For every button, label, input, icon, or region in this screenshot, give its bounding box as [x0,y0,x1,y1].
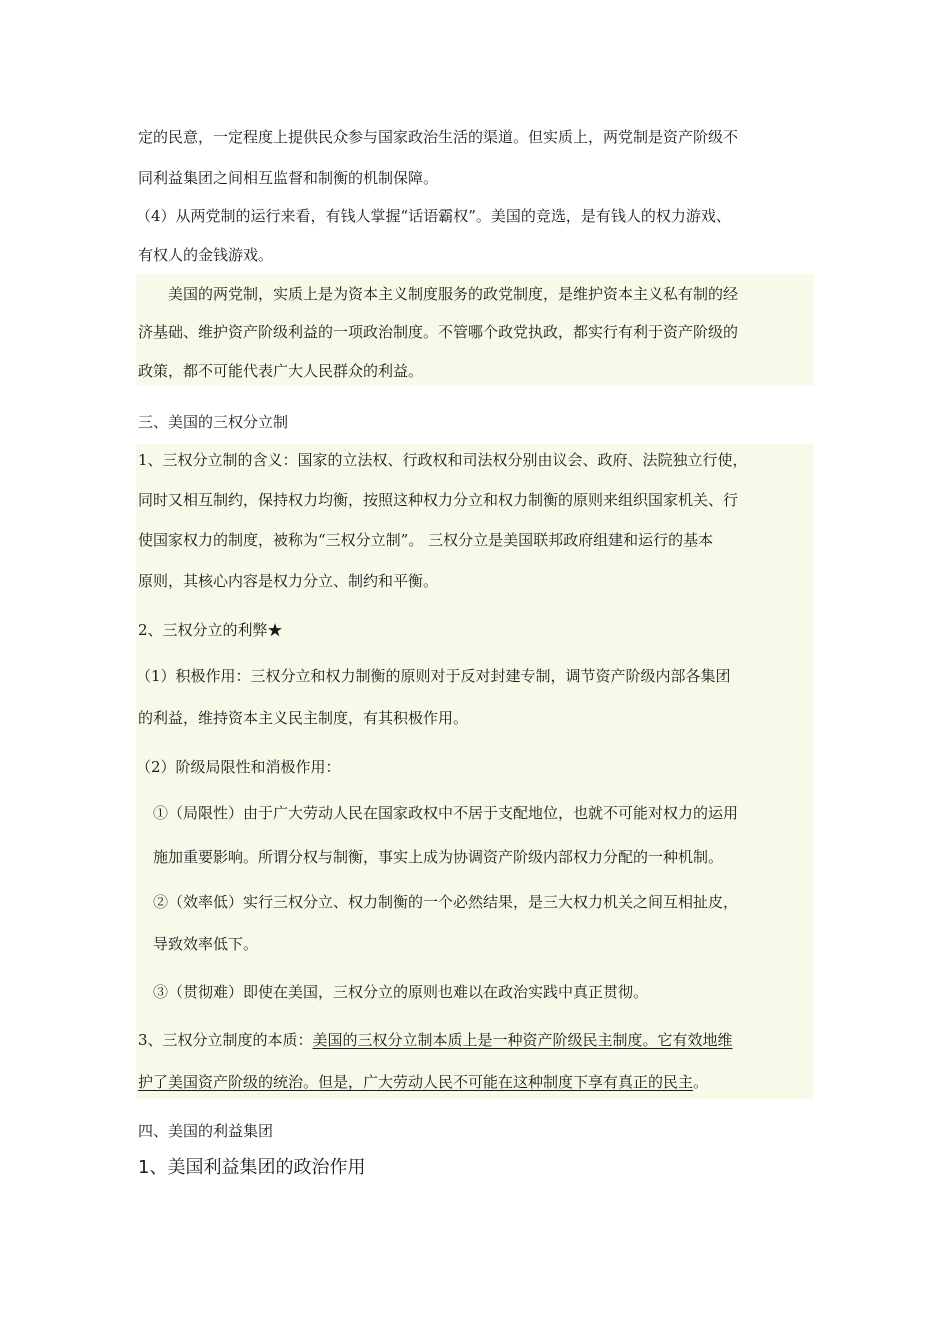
essence-label: 3、三权分立制度的本质： [138,1031,313,1049]
limitation-item: ①（局限性）由于广大劳动人民在国家政权中不居于支配地位，也就不可能对权力的运用 [153,804,739,822]
limitation-item: ③（贯彻难）即使在美国，三权分立的原则也难以在政治实践中真正贯彻。 [153,983,649,1001]
essence-end: 。 [693,1073,709,1091]
section4-subheading: 1、美国利益集团的政治作用 [138,1157,366,1178]
body-line: 同利益集团之间相互监督和制衡的机制保障。 [138,169,439,187]
definition-line: 1、三权分立制的含义：国家的立法权、行政权和司法权分别由议会、政府、法院独立行使， [138,451,748,469]
definition-line: 使国家权力的制度，被称为“三权分立制”。 三权分立是美国联邦政府组建和运行的基本 [138,531,714,549]
section3-heading: 三、美国的三权分立制 [138,413,289,431]
summary-line: 济基础、维护资产阶级利益的一项政治制度。不管哪个政党执政，都实行有利于资产阶级的 [138,323,739,341]
definition-line: 原则，其核心内容是权力分立、制约和平衡。 [138,572,439,590]
body-line: （4）从两党制的运行来看，有钱人掌握“话语霸权”。美国的竞选，是有钱人的权力游戏、 [136,207,731,225]
essence-line-2 [138,1072,708,1092]
section4-heading: 四、美国的利益集团 [138,1122,274,1140]
essence-underlined: 美国的三权分立制本质上是一种资产阶级民主制度。它有效地维 [312,1031,733,1049]
essence-line-1 [138,1030,733,1050]
limitation-item: ②（效率低）实行三权分立、权力制衡的一个必然结果，是三大权力机关之间互相扯皮， [153,893,739,911]
negative-heading: （2）阶级局限性和消极作用： [136,758,341,776]
positive-line: （1）积极作用：三权分立和权力制衡的原则对于反对封建专制，调节资产阶级内部各集团 [136,667,731,685]
limitation-item: 导致效率低下。 [153,935,259,953]
summary-line: 政策，都不可能代表广大人民群众的利益。 [138,362,424,380]
body-line: 有权人的金钱游戏。 [138,246,274,264]
limitation-item: 施加重要影响。所谓分权与制衡，事实上成为协调资产阶级内部权力分配的一种机制。 [153,848,724,866]
pros-cons-heading: 2、三权分立的利弊★ [138,621,283,639]
positive-line: 的利益，维持资本主义民主制度，有其积极作用。 [138,709,469,727]
essence-underlined: 护了美国资产阶级的统治。但是，广大劳动人民不可能在这种制度下享有真正的民主 [138,1073,694,1091]
definition-line: 同时又相互制约，保持权力均衡，按照这种权力分立和权力制衡的原则来组织国家机关、行 [138,491,739,509]
summary-line: 美国的两党制，实质上是为资本主义制度服务的政党制度，是维护资本主义私有制的经 [138,285,739,303]
body-line: 定的民意，一定程度上提供民众参与国家政治生活的渠道。但实质上，两党制是资产阶级不 [138,128,739,146]
